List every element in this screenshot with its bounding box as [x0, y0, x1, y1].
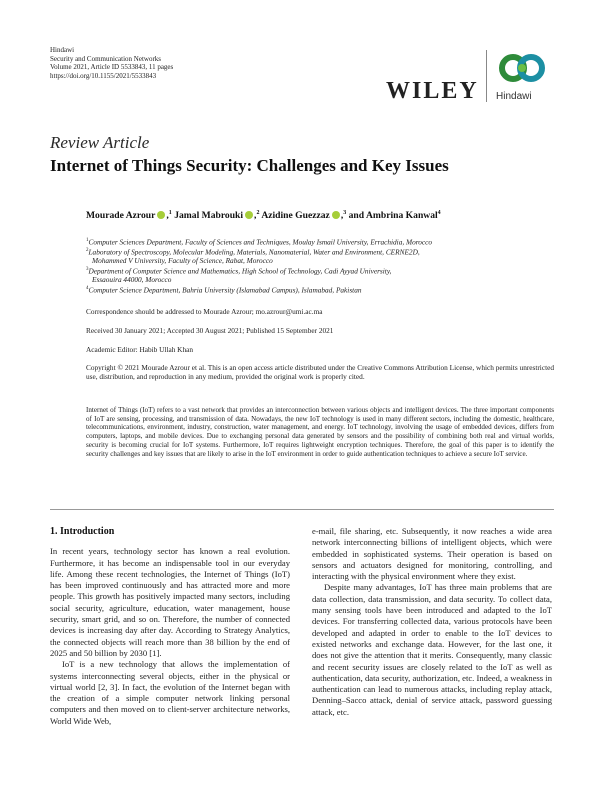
paragraph: Despite many advantages, IoT has three main problems that are data collection, data transmission, and data security. To collect data, many sensing tools have been introduced and adapted to the IoT devices. For transferring collected data, various protocols have been developed and adapted in order to enable to the IoT devices to existed networks and exchange data. However, for the last one, it does not give the attention that it merits. Consequently, many classic and recent security issues are closely related to the IoT as well as authentication, data security, authorization, etc. Indeed, a weakness in authentication can lead to numerous attacks, including replay attack, Denning–Sacco attack, denial of service attack, password guessing attack, etc.: [312, 582, 552, 717]
author-list: Mourade Azrour ,$^1$ Jamal Mabrouki ,$^2$ Azidine Guezzaz ,$^3$ and Ambrina Kanwal$^4$: [86, 210, 441, 222]
section-divider: [50, 509, 554, 510]
volume-line: Volume 2021, Article ID 5533843, 11 pages: [50, 63, 174, 72]
author-name: Ambrina Kanwal: [365, 210, 438, 222]
orcid-icon[interactable]: [332, 211, 340, 219]
dates-line: Received 30 January 2021; Accepted 30 August 2021; Published 15 September 2021: [86, 326, 334, 335]
affiliation-item: $^4$Computer Science Department, Bahria University (Islamabad Campus), Islamabad, Pakistan: [86, 285, 362, 295]
author-affiliation-sup: 4: [437, 210, 441, 216]
correspondence-line: Correspondence should be addressed to Mourade Azrour; mo.azrour@umi.ac.ma: [86, 307, 323, 316]
article-type: Review Article: [50, 133, 150, 152]
copyright-notice: Copyright © 2021 Mourade Azrour et al. This is an open access article distributed under the Creative Commons Attribution License, which permits unrestricted use, distribution, and reproduction in any medium, provided the original work is properly cited.: [86, 363, 554, 381]
orcid-icon[interactable]: [157, 211, 165, 219]
orcid-icon[interactable]: [245, 211, 253, 219]
publisher-name: Hindawi: [50, 46, 75, 54]
affiliations: [86, 237, 556, 295]
author-affiliation-sup: 1: [168, 210, 172, 216]
affiliation-item: $^1$Computer Sciences Department, Faculty of Sciences and Techniques, Moulay Ismail University, Errachidia, Morocco: [86, 237, 433, 247]
author-name: Jamal Mabrouki: [174, 210, 244, 222]
paragraph: e-mail, file sharing, etc. Subsequently, it now reaches a wide area network interconnecting billions of intelligent objects, which were embedded in sophisticated systems. Their operation is based on sensors and actuators designed for monitoring, controlling, and interacting with the physical environment where they exist.: [312, 526, 552, 582]
journal-name: Security and Communication Networks: [50, 54, 162, 63]
affiliation-item: $^3$Department of Computer Science and Mathematics, High School of Technology, Cadi Ayyad University, Essaouira 44000, Morocco: [86, 266, 392, 285]
section-heading: 1. Introduction: [50, 526, 115, 537]
hindawi-rings-logo-icon: [495, 46, 555, 90]
doi-link[interactable]: https://doi.org/10.1155/2021/5533843: [50, 71, 157, 80]
paragraph: In recent years, technology sector has known a real evolution. Furthermore, it has become an indispensable tool in our everyday life. Among these recent technologies, the Internet of Things (IoT) has been improved continuously and has attracted more and more people. This growth has positively impacted many sectors, including social security, agriculture, education, water management, house security, smart grid, and so on. Therefore, the number of connected devices is increasing day after day. According to Strategy Analytics, the connected objects will reach more than 38 billion by the end of 2025 and 50 billion by 2030 [1].: [50, 546, 290, 658]
hindawi-logo-text: Hindawi: [496, 91, 532, 102]
left-column: [50, 526, 290, 727]
logo-divider: [486, 50, 487, 102]
author-affiliation-sup: 3: [343, 210, 347, 216]
author-name: Azidine Guezzaz: [261, 210, 330, 222]
right-column: [312, 526, 552, 718]
affiliation-item: $^2$Laboratory of Spectroscopy, Molecular Modeling, Materials, Nanomaterial, Water and Environment, CERNE2D, Mohammed V University, Faculty of Science, Rabat, Morocco: [86, 247, 420, 266]
article-title: Internet of Things Security: Challenges and Key Issues: [50, 156, 449, 175]
journal-header: [50, 46, 173, 80]
abstract: Internet of Things (IoT) refers to a vast network that provides an interconnection between various objects and intelligent devices. The three important components of IoT are sensing, processing, and transmission of data. Nowadays, the new IoT technology is used in many different sectors, including the domestic, healthcare, telecommunications, environment, industry, construction, water management, and energy. IoT technology, involving the usage of embedded devices, differs from computers, laptops, and mobile devices. Due to exchanging personal data generated by sensors and the possibility of combining both real and virtual worlds, security is becoming crucial for IoT systems. Furthermore, IoT requires lightweight encryption techniques. Therefore, the goal of this paper is to identify the security challenges and key issues that are likely to arise in the IoT environment in order to guide authentication techniques to achieve a secure IoT service.: [86, 406, 554, 458]
academic-editor: Academic Editor: Habib Ullah Khan: [86, 345, 193, 354]
paragraph: IoT is a new technology that allows the implementation of systems interconnecting several objects, either in the physical or virtual world [2, 3]. In fact, the evolution of the Internet began with the creation of a simple computer network linking personal computers and then moved on to client-server architecture networks, World Wide Web,: [50, 659, 290, 726]
author-name: Mourade Azrour: [86, 210, 156, 222]
wiley-logo: WILEY: [386, 78, 479, 104]
author-affiliation-sup: 2: [256, 210, 260, 216]
